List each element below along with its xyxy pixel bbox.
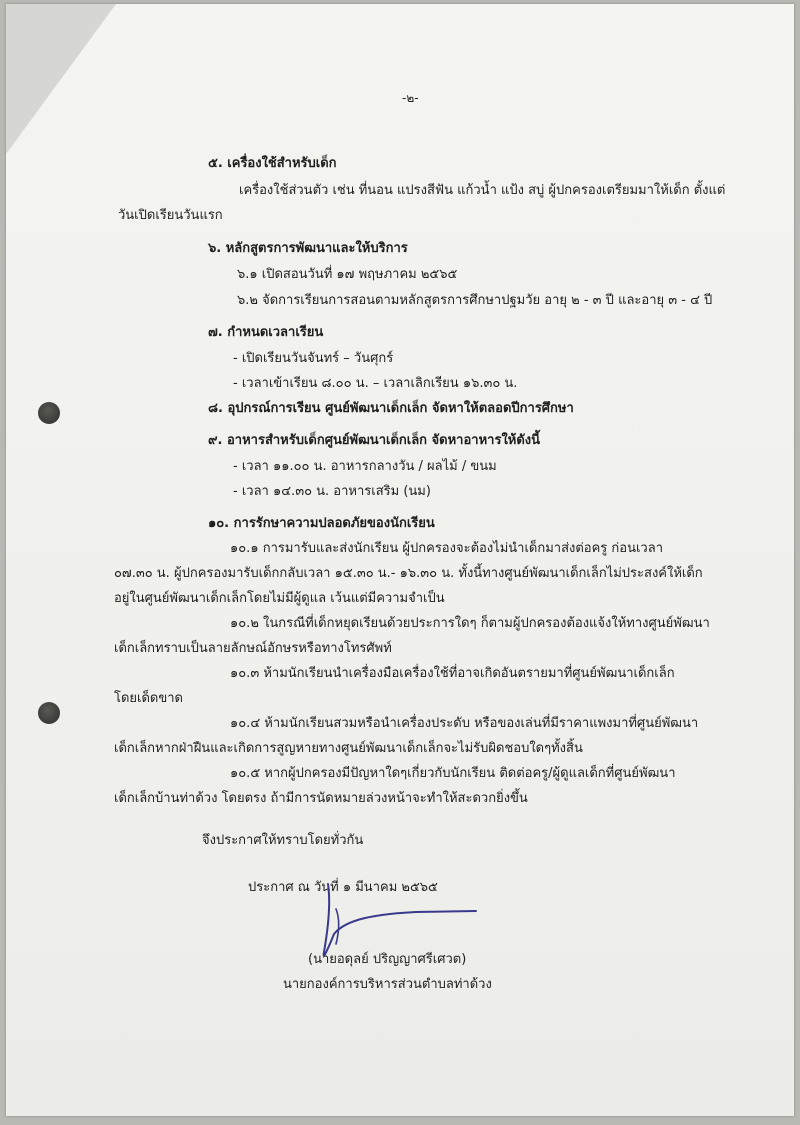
section-8-heading: ๘. อุปกรณ์การเรียน ศูนย์พัฒนาเด็กเล็ก จัดหาให้ตลอดปีการศึกษา — [208, 401, 574, 416]
handwritten-signature — [6, 4, 794, 1116]
section-10-4-line-1: ๑๐.๔ ห้ามนักเรียนสวมหรือนำเครื่องประดับ หรือของเล่นที่มีราคาแพงมาที่ศูนย์พัฒนา — [230, 716, 699, 731]
section-10-1-line-1: ๑๐.๑ การมารับและส่งนักเรียน ผู้ปกครองจะต้องไม่นำเด็กมาส่งต่อครู ก่อนเวลา — [230, 541, 663, 556]
section-10-3-line-2: โดยเด็ดขาด — [114, 691, 183, 706]
section-9-heading: ๙. อาหารสำหรับเด็กศูนย์พัฒนาเด็กเล็ก จัดหาอาหารให้ดังนี้ — [208, 433, 541, 448]
signer-name: (นายอดุลย์ ปริญญาศรีเศวต) — [308, 952, 467, 967]
section-10-1-line-2: ๐๗.๓๐ น. ผู้ปกครองมารับเด็กกลับเวลา ๑๕.๓๐ น.- ๑๖.๓๐ น. ทั้งนี้ทางศูนย์พัฒนาเด็กเล็กไม่ประสงค์ให้เด็ก — [114, 566, 703, 581]
section-10-heading: ๑๐. การรักษาความปลอดภัยของนักเรียน — [208, 516, 435, 531]
document-page — [6, 4, 794, 1116]
section-10-3-line-1: ๑๐.๓ ห้ามนักเรียนนำเครื่องมือเครื่องใช้ที่อาจเกิดอันตรายมาที่ศูนย์พัฒนาเด็กเล็ก — [230, 666, 675, 681]
section-7-heading: ๗. กำหนดเวลาเรียน — [208, 325, 324, 340]
section-10-5-line-2: เด็กเล็กบ้านท่าด้วง โดยตรง ถ้ามีการนัดหมายล่วงหน้าจะทำให้สะดวกยิ่งขึ้น — [114, 791, 528, 806]
section-6-heading: ๖. หลักสูตรการพัฒนาและให้บริการ — [208, 241, 408, 256]
section-6-item-1: ๖.๑ เปิดสอนวันที่ ๑๗ พฤษภาคม ๒๕๖๕ — [237, 267, 458, 282]
section-6-item-2: ๖.๒ จัดการเรียนการสอนตามหลักสูตรการศึกษาปฐมวัย อายุ ๒ - ๓ ปี และอายุ ๓ - ๔ ปี — [237, 293, 713, 308]
section-5-text: เครื่องใช้ส่วนตัว เช่น ที่นอน แปรงสีฟัน แก้วน้ำ แป้ง สบู่ ผู้ปกครองเตรียมมาให้เด็ก ตั้งแต่ — [239, 183, 726, 198]
section-7-item-2: - เวลาเข้าเรียน ๘.๐๐ น. – เวลาเลิกเรียน ๑๖.๓๐ น. — [233, 376, 518, 391]
section-7-item-1: - เปิดเรียนวันจันทร์ – วันศุกร์ — [233, 351, 394, 366]
section-10-2-line-1: ๑๐.๒ ในกรณีที่เด็กหยุดเรียนด้วยประการใดๆ ก็ตามผู้ปกครองต้องแจ้งให้ทางศูนย์พัฒนา — [230, 616, 710, 631]
section-10-2-line-2: เด็กเล็กทราบเป็นลายลักษณ์อักษรหรือทางโทรศัพท์ — [114, 641, 392, 656]
announcement-date: ประกาศ ณ วันที่ ๑ มีนาคม ๒๕๖๕ — [248, 880, 438, 895]
signer-title: นายกองค์การบริหารส่วนตำบลท่าด้วง — [283, 977, 492, 992]
section-10-4-line-2: เด็กเล็กหากฝ่าฝืนและเกิดการสูญหายทางศูนย์พัฒนาเด็กเล็กจะไม่รับผิดชอบใดๆทั้งสิ้น — [114, 741, 583, 756]
section-9-item-1: - เวลา ๑๑.๐๐ น. อาหารกลางวัน / ผลไม้ / ขนม — [233, 459, 497, 474]
section-5-heading: ๕. เครื่องใช้สำหรับเด็ก — [208, 156, 337, 171]
section-9-item-2: - เวลา ๑๔.๓๐ น. อาหารเสริม (นม) — [233, 484, 431, 499]
announcement-closing: จึงประกาศให้ทราบโดยทั่วกัน — [202, 833, 364, 848]
section-10-1-line-3: อยู่ในศูนย์พัฒนาเด็กเล็กโดยไม่มีผู้ดูแล เว้นแต่มีความจำเป็น — [114, 591, 445, 606]
section-10-5-line-1: ๑๐.๕ หากผู้ปกครองมีปัญหาใดๆเกี่ยวกับนักเรียน ติดต่อครู/ผู้ดูแลเด็กที่ศูนย์พัฒนา — [230, 766, 676, 781]
page-number: -๒- — [402, 91, 419, 105]
section-5-text-cont: วันเปิดเรียนวันแรก — [118, 208, 223, 223]
